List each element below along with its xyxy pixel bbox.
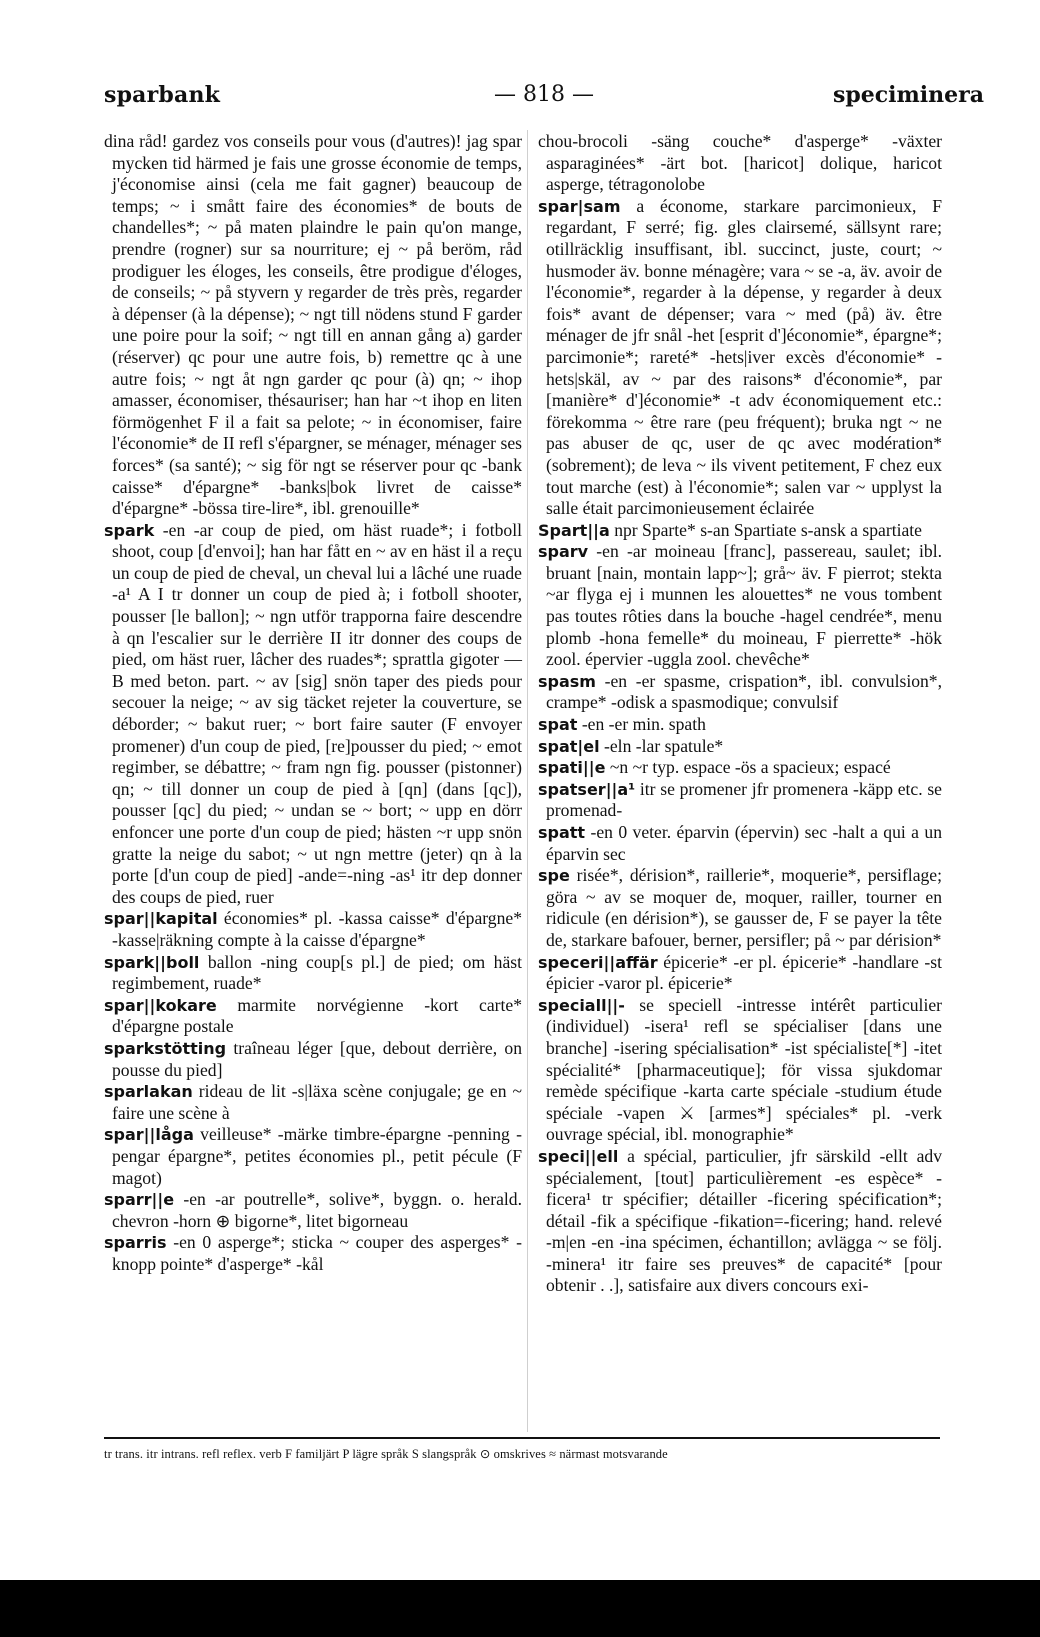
right-guide-word: speciminera: [833, 82, 984, 108]
dictionary-entry: [538, 671, 942, 714]
dictionary-entry: [538, 714, 942, 736]
entry-text: -en 0 veter. éparvin (épervin) sec -halt a qui a un éparvin sec: [546, 822, 942, 864]
headword: spasm: [538, 671, 596, 691]
entry-text: rideau de lit -s|läxa scène conjugale; ge en ~ faire une scène à: [112, 1081, 522, 1123]
dictionary-entry: [538, 196, 942, 520]
entry-text: ballon -ning coup[s pl.] de pied; om häst regimbement, ruade*: [112, 951, 522, 994]
dictionary-entry: [538, 131, 942, 196]
entry-text: dina råd! gardez vos conseils pour vous (d'autres)! jag spar mycken tid härmed je fais une grosse économie de temps, j'économise ainsi (cela me fait gagner) beaucoup de temps; ~ i smått faire des économies* de bouts de chandelles*; ~ på maten plaindre le pain qu'on mange, prendre (rogner) sur sa nourriture; ej ~ på beröm, råd prodiguer les éloges, les conseils, être prodigue d'éloges, de conseils; ~ på styvern y regarder de très près, regarder à dépenser (à la dépense); ~ ngt till nödens stund F garder une poire pour la soif; ~ ngt till en annan gång a) garder (réserver) qc pour une autre fois, b) remettre qc à une autre fois; ~ ngt åt ngn garder qc pour (à) qn; ~ ihop amasser, économiser, thésauriser; han har ~t ihop en liten förmögenhet F il a fait sa pelote; ~ in économiser, faire l'économie* de II refl s'épargner, se ménager, ménager ses forces* (sa santé); ~ sig för ngt se réserver pour qc -bank caisse* d'épargne* -banks|bok livret de caisse* d'épargne* -bössa tire-lire*, ibl. grenouille*: [104, 131, 522, 519]
headword: spatser||a¹: [538, 779, 636, 799]
dictionary-entry: [538, 757, 942, 779]
headword: spar|sam: [538, 196, 621, 216]
headword: spark: [104, 520, 155, 540]
entry-text: npr Sparte* s-an Spartiate s-ansk a spartiate: [609, 519, 922, 540]
headword: spatt: [538, 823, 586, 842]
entry-text: économies* pl. -kassa caisse* d'épargne* -kasse|räkning compte à la caisse d'épargne*: [112, 908, 522, 950]
page-header: [104, 82, 984, 116]
headword: sparv: [538, 542, 589, 562]
dictionary-entry: [538, 865, 942, 951]
entry-text: marmite norvégienne -kort carte* d'épargne postale: [112, 994, 522, 1037]
entry-text: -en -ar poutrelle*, solive*, byggn. o. herald. chevron -horn ⊕ bigorne*, litet bigorneau: [112, 1189, 522, 1231]
entry-text: risée*, dérision*, raillerie*, moquerie*, persiflage; göra ~ av se moquer de, moquer, railler, tourner en ridicule (en dérision*), se gausser de, F se payer la tête de, starkare bafouer, berner, persifler; på ~ par dérision*: [546, 865, 942, 950]
headword: speceri||affär: [538, 952, 658, 972]
entry-text: -en -ar coup de pied, om häst ruade*; i fotboll shoot, coup [d'envoi]; han har fått en ~ av en häst il a reçu un coup de pied de cheval, un cheval lui a lâché une ruade -a¹ A I tr donner un coup de pied à; i fotboll shooter, pousser [le ballon]; ~ ngn utför trapporna faire descendre à qn l'escalier sur le derrière II itr donner des coups de pied, om häst ruer, lâcher des ruades*; sprattla gigoter — B med beton. part. ~ av [sig] snön taper des pieds pour secouer la neige; ~ av sig täcket rejeter la couverture, se déborder; ~ bakut ruer; ~ bort faire sauter (F envoyer promener) d'un coup de pied, [re]pousser du pied; ~ emot regimber, se débattre; ~ fram ngn fig. pousser (pistonner) qn; ~ till donner un coup de pied à [qn] (dans [qc]), pousser [qc] du pied; ~ undan se ~ bort; ~ upp en dörr enfoncer une porte d'un coup de pied; hästen ~r upp snön gratte la neige du sabot; ~ ut ngn mettre (jeter) qn à la porte [d'un coup de pied] -ande=-ning -as¹ itr dep donner des coups de pied, ruer: [112, 519, 522, 907]
entry-text: traîneau léger [que, debout derrière, on pousse du pied]: [112, 1037, 522, 1080]
dictionary-entry: [538, 541, 942, 671]
dictionary-entry: [104, 1124, 522, 1189]
dictionary-entry: [104, 908, 522, 951]
headword: sparr||e: [104, 1190, 175, 1210]
dictionary-entry: [104, 131, 522, 520]
entry-text: épicerie* -er pl. épicerie* -handlare -st épicier -varor pl. épicerie*: [546, 951, 942, 994]
entry-text: -en -er spasme, crispation*, ibl. convulsion*, crampe* -odisk a spasmodique; convulsif: [546, 670, 942, 713]
entry-text: veilleuse* -märke timbre-épargne -penning -pengar épargne*, petites économies pl., petit pécule (F magot): [112, 1124, 522, 1188]
entry-text: chou-brocoli -säng couche* d'asperge* -växter asparaginées* -ärt bot. [haricot] dolique, haricot asperge, tétragonolobe: [538, 131, 942, 195]
headword: sparkstötting: [104, 1038, 227, 1058]
dictionary-entry: [104, 520, 522, 909]
headword: Spart||a: [538, 520, 610, 540]
dictionary-entry: [538, 822, 942, 865]
entry-text: -eln -lar spatule*: [599, 735, 724, 756]
headword: spar||låga: [104, 1125, 194, 1145]
dictionary-entry: [104, 995, 522, 1038]
dictionary-entry: [104, 1038, 522, 1081]
dictionary-entry: [538, 736, 942, 758]
dictionary-entry: [538, 952, 942, 995]
left-column: [104, 131, 522, 1275]
page-number: — 818 —: [494, 82, 594, 107]
dictionary-entry: [104, 1232, 522, 1275]
headword: speci||ell: [538, 1146, 619, 1166]
entry-text: -en -ar moineau [franc], passereau, saulet; ibl. bruant [nain, montain lapp~]; grå~ äv. F pierrot; stekta ~ar flyga ej i munnen les alouettes* ne vous tombent pas toutes rôties dans la bouche -hagel cendrée*, menu plomb -hona femelle* du moineau, F pierrette* -hök zool. épervier -uggla zool. chevêche*: [546, 541, 942, 670]
footer-rule: [104, 1437, 940, 1439]
headword: sparris: [104, 1233, 167, 1253]
headword: spar||kapital: [104, 909, 218, 929]
column-divider: [527, 130, 528, 1432]
dictionary-entry: [104, 952, 522, 995]
entry-text: itr se promener jfr promenera -käpp etc. se promenad-: [546, 778, 942, 821]
entry-text: -en -er min. spath: [577, 714, 706, 735]
right-column: [538, 131, 942, 1297]
headword: speciall||-: [538, 995, 625, 1015]
dictionary-entry: [538, 995, 942, 1146]
dictionary-entry: [104, 1081, 522, 1124]
headword: spat: [538, 715, 578, 735]
headword: spe: [538, 866, 570, 886]
entry-text: -en 0 asperge*; sticka ~ couper des asperges* -knopp pointe* d'asperge* -kål: [112, 1232, 522, 1274]
dictionary-entry: [538, 1146, 942, 1297]
entry-text: a économe, starkare parcimonieux, F regardant, F serré; fig. gles clairsemé, sällsynt rare; otillräcklig insuffisant, ibl. succinct, juste, court; ~ husmoder äv. bonne ménagère; vara ~ se -a, äv. avoir de l'économie*, regarder à la dépense, y regarder à deux fois* avant de dépenser; vara ~ med (på) äv. être ménager de jfr snål -het [esprit d']économie*, épargne*; parcimonie*; rareté* -hets|iver excès d'économie* -hets|skäl, av ~ par des raisons* d'économie*, par [manière* d']économie* -t adv économiquement etc.: förekomma ~ être rare (peu fréquent); bruka ngt ~ ne pas abuser de qc, user de qc avec modération* (sobrement); de leva ~ ils vivent petitement, F chez eux tout marche (est) à l'économie*; salen var ~ upplyst la salle était parcimonieusement éclairée: [546, 195, 942, 519]
headword: spar||kokare: [104, 995, 217, 1015]
abbreviation-legend: tr trans. itr intrans. refl reflex. verb F familjärt P lägre språk S slangspråk ⊙ omskrives ≈ närmast motsvarande: [104, 1447, 668, 1461]
left-guide-word: sparbank: [104, 82, 221, 108]
entry-text: a spécial, particulier, jfr särskild -ellt adv spécialement, [tout] particulièrement -es espèce* -ficera¹ tr spécifier; détailler -ficering spécification*; détail -fik a spécifique -fikation=-ficering; hand. relevé -m|en -en -ina spécimen, échantillon; avlägga ~ se följ. -minera¹ itr faire ses preuves* de capacité* [pour obtenir . .], satisfaire aux divers concours exi-: [546, 1145, 942, 1296]
headword: spat|el: [538, 736, 600, 756]
scan-bottom-border: [0, 1580, 1040, 1637]
dictionary-entry: [104, 1189, 522, 1232]
entry-text: se speciell -intresse intérêt particulier (individuel) -isera¹ refl se spécialiser [dans une branche] -isering spécialisation* -ist spécialiste[*] -itet spécialité* [pharmaceutique]; för vissa sjukdomar remède spécifique -karta carte spéciale -studium étude spéciale -vapen ⚔ [armes*] spéciales* pl. -verk ouvrage spécial, ibl. monographie*: [546, 994, 942, 1145]
dictionary-entry: [538, 520, 942, 542]
headword: spati||e: [538, 758, 606, 778]
entry-text: ~n ~r typ. espace -ös a spacieux; espacé: [605, 757, 891, 778]
dictionary-entry: [538, 779, 942, 822]
headword: sparlakan: [104, 1082, 193, 1102]
headword: spark||boll: [104, 952, 200, 972]
